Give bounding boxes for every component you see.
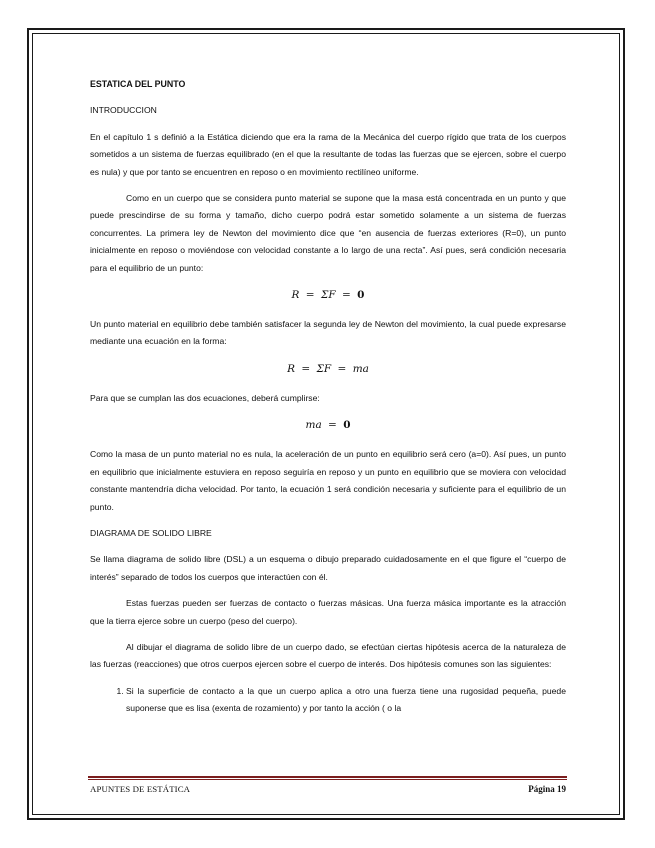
page-number: Página 19: [528, 784, 566, 794]
paragraph-8: Al dibujar el diagrama de solido libre de un cuerpo dado, se efectúan ciertas hipótesis acerca de la naturaleza de las fuerzas (reacciones) que otros cuerpos ejercen sobre el cuerpo de interés. Dos hipótesis comunes son las siguientes:: [90, 641, 566, 670]
paragraph-3: Un punto material en equilibrio debe también satisfacer la segunda ley de Newton del movimiento, la cual puede expresarse mediante una ecuación en la forma:: [90, 319, 566, 347]
paragraph-2: Como en un cuerpo que se considera punto material se supone que la masa está concentrada en un punto y que puede prescindirse de su forma y tamaño, dicho cuerpo podrá estar sometido solamente a un sistema de fuerzas concurrentes. La primera ley de Newton del movimiento dice que “en ausencia de fuerzas exteriores (R=0), un punto inicialmente en reposo o moviéndose con velocidad constante a lo largo de una recta”. Así pues, será condición necesaria para el equilibrio de un punto:: [90, 193, 566, 273]
footer-rule: [88, 776, 567, 778]
paragraph-1: En el capítulo 1 s definió a la Estática diciendo que era la rama de la Mecánica del cuerpo rígido que trata de los cuerpos sometidos a un sistema de fuerzas equilibrado (en el que la resultante de todas las fuerzas que se ejercen, sobre el cuerpo es nula) y que por tanto se encuentren en reposo o en movimiento rectilíneo uniforme.: [90, 131, 566, 177]
document-body: [90, 76, 566, 718]
hypothesis-list: [90, 683, 566, 718]
section-heading-intro: INTRODUCCION: [90, 105, 157, 116]
paragraph-4: Para que se cumplan las dos ecuaciones, deberá cumplirse:: [90, 392, 320, 403]
list-item: 1. Si la superficie de contacto a la que un cuerpo aplica a otro una fuerza tiene una rugosidad pequeña, puede suponerse que es lisa (exenta de rozamiento) y por tanto la acción ( o la: [126, 683, 566, 718]
paragraph-6: Se llama diagrama de solido libre (DSL) a un esquema o dibujo preparado cuidadosamente en el que figure el “cuerpo de interés” separado de todos los cuerpos que interactúen con él.: [90, 554, 566, 582]
equation-1: R = ΣF = 0: [291, 289, 365, 302]
equation-2: R = ΣF = ma: [287, 362, 369, 375]
footer-title: APUNTES DE ESTÁTICA: [90, 784, 191, 794]
page-title: ESTATICA DEL PUNTO: [90, 79, 186, 89]
equation-3: ma = 0: [305, 419, 351, 432]
footer-rule-thin: [88, 779, 567, 780]
paragraph-7: Estas fuerzas pueden ser fuerzas de contacto o fuerzas másicas. Una fuerza másica importante es la atracción que la tierra ejerce sobre un cuerpo (peso del cuerpo).: [90, 598, 566, 626]
paragraph-5: Como la masa de un punto material no es nula, la aceleración de un punto en equilibrio será cero (a=0). Así pues, un punto en equilibrio que inicialmente estuviera en reposo seguiría en reposo y un punto en equilibrio que se moviera con velocidad constante mantendría dicha velocidad. Por tanto, la ecuación 1 será condición necesaria y suficiente para el equilibrio de un punto.: [90, 449, 566, 512]
section-heading-dsl: DIAGRAMA DE SOLIDO LIBRE: [90, 527, 212, 538]
